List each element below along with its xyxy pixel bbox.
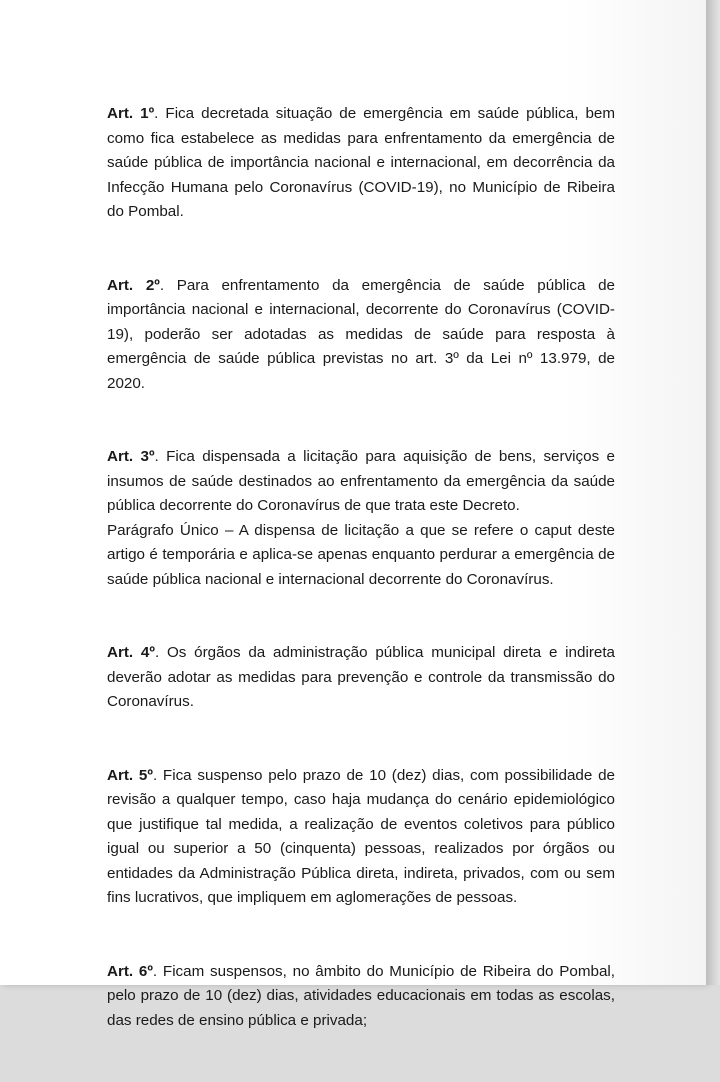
article-1-label: Art. 1º: [107, 105, 155, 122]
article-1-caput: [107, 102, 615, 225]
article-3-label: Art. 3º: [107, 448, 155, 465]
page-edge-shadow: [706, 0, 720, 985]
article-5: [107, 764, 615, 911]
article-3-single-paragraph: Parágrafo Único – A dispensa de licitação a que se refere o caput deste artigo é temporária e aplica-se apenas enquanto perdurar a emergência de saúde pública nacional e internacional decorrente do Coronavírus.: [107, 521, 615, 588]
article-3: [107, 445, 615, 592]
article-6-caput: [107, 960, 615, 1034]
article-3-caput: [107, 445, 615, 519]
article-5-caput: [107, 764, 615, 911]
article-4: [107, 641, 615, 715]
article-1-text: . Fica decretada situação de emergência em saúde pública, bem como fica estabelece as medidas para enfrentamento da emergência de saúde pública de importância nacional e internacional, em decorrência da Infecção Humana pelo Coronavírus (COVID-19), no Município de Ribeira do Pombal.: [107, 105, 615, 220]
article-6: [107, 960, 615, 1034]
article-2-label: Art. 2º: [107, 276, 160, 294]
article-6-label: Art. 6º: [107, 962, 153, 980]
article-1: [107, 102, 615, 225]
article-4-label: Art. 4º: [107, 644, 155, 661]
article-5-text: . Fica suspenso pelo prazo de 10 (dez) dias, com possibilidade de revisão a qualquer tempo, caso haja mudança do cenário epidemiológico que justifique tal medida, a realização de eventos coletivos para público igual ou superior a 50 (cinquenta) pessoas, realizados por órgãos ou entidades da Administração Pública direta, indireta, privados, com ou sem fins lucrativos, que impliquem em aglomerações de pessoas.: [107, 766, 615, 906]
article-4-text: . Os órgãos da administração pública municipal direta e indireta deverão adotar as medidas para prevenção e controle da transmissão do Coronavírus.: [107, 644, 615, 710]
article-2-text: . Para enfrentamento da emergência de saúde pública de importância nacional e internacional, decorrente do Coronavírus (COVID-19), poderão ser adotadas as medidas de saúde para resposta à emergência de saúde pública previstas no art. 3º da Lei nº 13.979, de 2020.: [107, 276, 615, 392]
article-2-caput: [107, 274, 615, 397]
article-5-label: Art. 5º: [107, 766, 153, 784]
article-2: [107, 274, 615, 397]
article-3-text: . Fica dispensada a licitação para aquisição de bens, serviços e insumos de saúde destinados ao enfrentamento da emergência da saúde pública decorrente do Coronavírus de que trata este Decreto.: [107, 448, 615, 514]
article-4-caput: [107, 641, 615, 715]
decree-body: [107, 102, 615, 1082]
article-6-text: . Ficam suspensos, no âmbito do Município de Ribeira do Pombal, pelo prazo de 10 (dez) dias, atividades educacionais em todas as escolas, das redes de ensino pública e privada;: [107, 962, 615, 1029]
